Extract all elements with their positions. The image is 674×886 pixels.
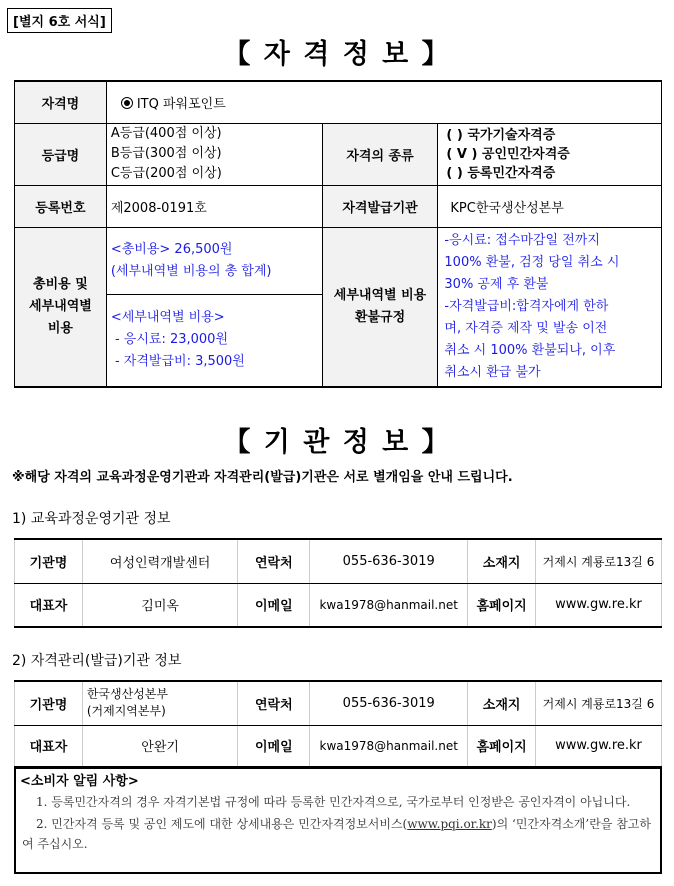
cost-detail-line: - 자격발급비: 3,500원 — [110, 354, 245, 370]
qualification-type-list — [438, 123, 662, 185]
agency-name-line: 한국생산성본부 — [86, 687, 168, 702]
cost-label-line: 세부내역별 — [29, 298, 92, 314]
issuing-agency-table — [14, 680, 662, 768]
total-cost-line: <총비용> 26,500원 — [110, 241, 233, 257]
agency-name-label: 기관명 — [15, 681, 83, 725]
agency-name-value — [82, 681, 238, 725]
homepage-label: 홈페이지 — [468, 583, 536, 627]
qualification-type-item: ( V ) 공인민간자격증 — [446, 146, 570, 162]
contact-value: 055-636-3019 — [310, 539, 468, 583]
agency-name-value: 여성인력개발센터 — [82, 539, 238, 583]
contact-label: 연락처 — [238, 681, 310, 725]
issuing-agency-heading: 2) 자격관리(발급)기관 정보 — [12, 653, 182, 669]
refund-line: 며, 자격증 제작 및 발송 이전 — [444, 320, 608, 336]
cost-detail-cell — [106, 294, 322, 386]
address-value: 거제시 계룡로13길 6 — [536, 681, 662, 725]
representative-value: 김미옥 — [82, 583, 238, 627]
grade-list — [106, 123, 322, 185]
refund-label-line: 환불규정 — [354, 309, 406, 325]
address-value: 거제시 계룡로13길 6 — [536, 539, 662, 583]
qualification-table — [14, 80, 662, 388]
qualification-info-title: 【 자 격 정 보 】 — [223, 39, 451, 70]
qualification-name-label: 자격명 — [15, 81, 107, 123]
qualification-type-item: ( ) 등록민간자격증 — [446, 165, 556, 181]
address-label: 소재지 — [468, 539, 536, 583]
radio-selected-icon — [121, 97, 133, 109]
address-label: 소재지 — [468, 681, 536, 725]
email-value: kwa1978@hanmail.net — [310, 725, 468, 767]
email-label: 이메일 — [238, 583, 310, 627]
refund-line: 취소시 환급 불가 — [444, 364, 541, 380]
institution-notice: ※해당 자격의 교육과정운영기관과 자격관리(발급)기관은 서로 별개임을 안내 드립니다. — [12, 470, 513, 485]
registration-number-label: 등록번호 — [15, 185, 107, 227]
cost-detail-heading: <세부내역별 비용> — [110, 310, 225, 326]
homepage-value: www.gw.re.kr — [536, 725, 662, 767]
pqi-website-link[interactable]: www.pqi.or.kr — [407, 817, 492, 831]
issuing-agency-label: 자격발급기관 — [322, 185, 438, 227]
refund-line: -자격발급비:합격자에게 한하 — [444, 298, 609, 314]
refund-policy-label — [322, 227, 438, 387]
qualification-type-item: ( ) 국가기술자격증 — [446, 127, 556, 143]
contact-value: 055-636-3019 — [310, 681, 468, 725]
cost-label-line: 총비용 및 — [33, 276, 88, 292]
notice-text: 2. 민간자격 등록 및 공인 제도에 대한 상세내용은 민간자격정보서비스( — [36, 817, 408, 831]
refund-policy-text — [438, 227, 662, 387]
email-label: 이메일 — [238, 725, 310, 767]
refund-line: 취소 시 100% 환불되나, 이후 — [444, 342, 616, 358]
cost-detail-line: - 응시료: 23,000원 — [110, 332, 229, 348]
homepage-label: 홈페이지 — [468, 725, 536, 767]
notice-text: )의 ‘민간자격소개’란을 참고하여 주십시오. — [22, 817, 651, 851]
total-cost-note: (세부내역별 비용의 총 합계) — [110, 263, 272, 279]
consumer-notice-box — [14, 767, 662, 874]
refund-line: -응시료: 접수마감일 전까지 — [444, 232, 600, 248]
email-value: kwa1978@hanmail.net — [310, 583, 468, 627]
cost-label-line: 비용 — [47, 320, 73, 336]
qualification-name-cell — [106, 81, 661, 123]
education-agency-heading: 1) 교육과정운영기관 정보 — [12, 511, 171, 527]
representative-label: 대표자 — [15, 583, 83, 627]
form-number-tag: [별지 6호 서식] — [7, 8, 112, 33]
grade-label: 등급명 — [15, 123, 107, 185]
agency-name-label: 기관명 — [15, 539, 83, 583]
education-agency-table — [14, 538, 662, 628]
registration-number-value: 제2008-0191호 — [106, 185, 322, 227]
consumer-notice-heading: <소비자 알림 사항> — [20, 774, 139, 789]
refund-label-line: 세부내역별 비용 — [333, 287, 427, 303]
institution-info-title: 【 기 관 정 보 】 — [223, 427, 451, 458]
representative-label: 대표자 — [15, 725, 83, 767]
grade-item: B등급(300점 이상) — [110, 146, 222, 161]
homepage-value: www.gw.re.kr — [536, 583, 662, 627]
consumer-notice-item-1: 1. 등록민간자격의 경우 자격기본법 규정에 따라 등록한 민간자격으로, 국가로부터 인정받은 공인자격이 아닙니다. — [36, 795, 631, 809]
issuing-agency-value: KPC한국생산성본부 — [438, 185, 662, 227]
agency-branch-line: (거제지역본부) — [86, 704, 166, 719]
consumer-notice-item-2 — [16, 812, 660, 854]
total-cost-cell — [106, 227, 322, 294]
representative-value: 안완기 — [82, 725, 238, 767]
grade-item: A등급(400점 이상) — [110, 126, 222, 141]
refund-line: 100% 환불, 검정 당일 취소 시 — [444, 254, 620, 270]
qualification-type-label: 자격의 종류 — [322, 123, 438, 185]
cost-label — [15, 227, 107, 387]
refund-line: 30% 공제 후 환불 — [444, 276, 549, 292]
contact-label: 연락처 — [238, 539, 310, 583]
grade-item: C등급(200점 이상) — [110, 166, 222, 181]
qualification-name-value: ITQ 파워포인트 — [136, 96, 226, 112]
